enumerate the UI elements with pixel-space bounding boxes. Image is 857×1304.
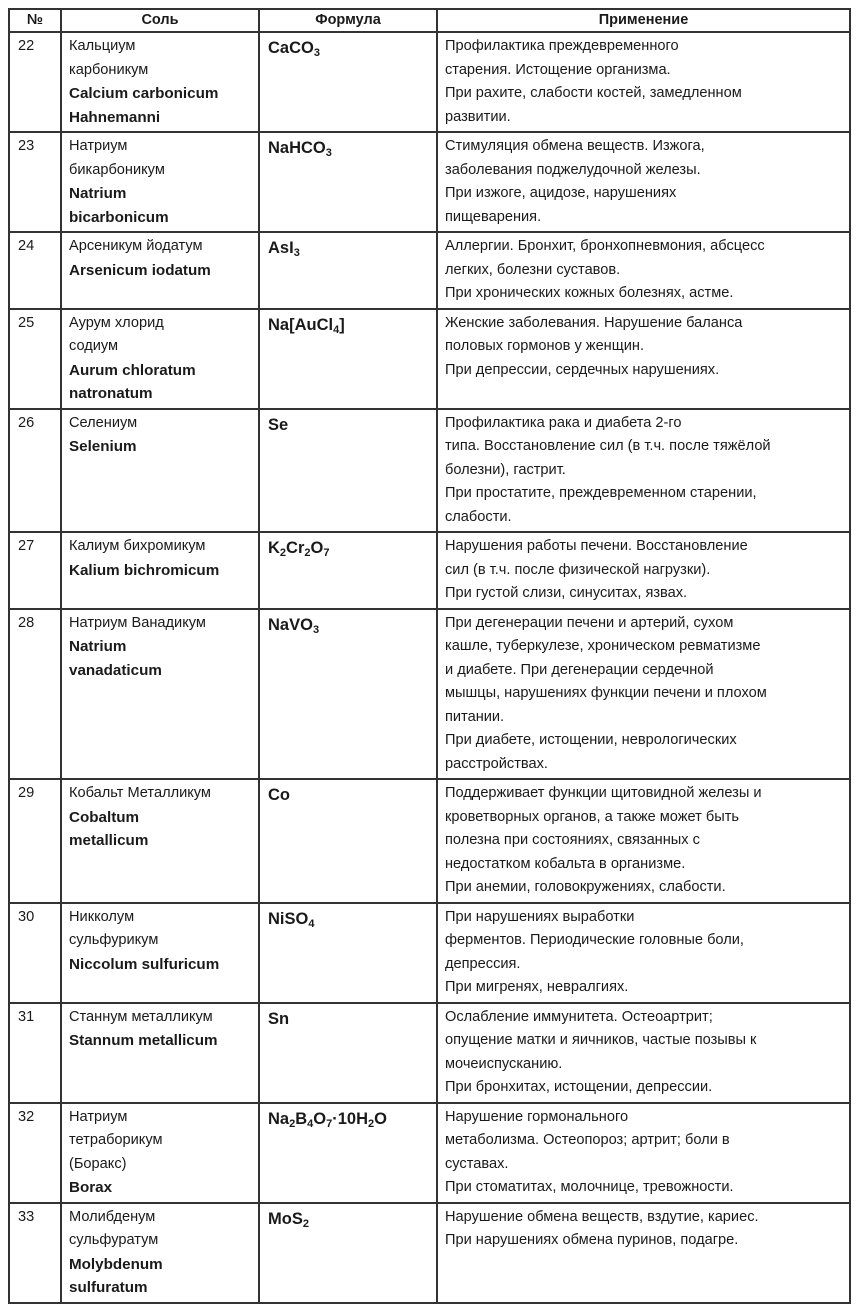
salt-name-cell bbox=[61, 309, 259, 409]
formula-subscript: 2 bbox=[304, 547, 311, 559]
formula-subscript: 3 bbox=[312, 623, 320, 636]
table-row bbox=[9, 409, 850, 533]
application-text-line: кроветворных органов, а также может быть bbox=[445, 808, 740, 825]
salt-name-cell bbox=[61, 409, 259, 533]
salt-name-cell bbox=[61, 1003, 259, 1103]
salt-name-russian: Станнум металликум bbox=[69, 1008, 213, 1025]
salt-name-cell bbox=[61, 132, 259, 232]
row-number: 23 bbox=[9, 132, 61, 232]
table-row bbox=[9, 132, 850, 232]
application-text-line: Поддерживает функции щитовидной железы и bbox=[445, 785, 762, 801]
salt-name-latin: vanadaticum bbox=[69, 661, 162, 679]
row-number: 33 bbox=[9, 1203, 61, 1303]
application-text-line: При нарушениях обмена пуринов, подагре. bbox=[445, 1232, 739, 1248]
formula-subscript: 4 bbox=[307, 1117, 314, 1130]
formula-subscript: 2 bbox=[279, 547, 287, 559]
salt-name-russian: Натриум bbox=[69, 1108, 128, 1125]
salt-name-russian: Никколум bbox=[69, 908, 135, 925]
salt-name-russian: карбоникум bbox=[69, 61, 149, 78]
salt-name-cell bbox=[61, 1203, 259, 1303]
application-text-line: и диабете. При дегенерации сердечной bbox=[445, 661, 714, 678]
salt-name-russian: (Боракс) bbox=[69, 1155, 127, 1172]
application-text-line: Нарушения работы печени. Восстановление bbox=[445, 538, 748, 554]
salt-name-latin: Natrium bbox=[69, 185, 127, 202]
row-number: 25 bbox=[9, 309, 61, 409]
salts-table bbox=[8, 8, 851, 1304]
salt-name-russian: бикарбоникум bbox=[69, 161, 165, 178]
application-text-line: При бронхитах, истощении, депрессии. bbox=[445, 1079, 713, 1095]
table-header-row bbox=[9, 9, 850, 32]
application-text-line: Нарушение гормонального bbox=[445, 1108, 629, 1125]
application-text-line: При изжоге, ацидозе, нарушениях bbox=[445, 185, 677, 201]
application-text-line: При густой слизи, синуситах, язвах. bbox=[445, 585, 688, 601]
application-cell bbox=[437, 1103, 850, 1203]
application-text-line: суставах. bbox=[445, 1155, 509, 1172]
application-text-line: При диабете, истощении, неврологических bbox=[445, 732, 737, 748]
application-text-line: полезна при состояниях, связанных с bbox=[445, 832, 700, 848]
salt-name-russian: сульфурикум bbox=[69, 932, 159, 948]
application-text-line: питании. bbox=[445, 708, 505, 725]
formula-subscript: 3 bbox=[293, 247, 300, 259]
chemical-formula bbox=[259, 409, 437, 533]
salt-name-cell bbox=[61, 609, 259, 780]
application-text-line: болезни), гастрит. bbox=[445, 461, 566, 478]
application-text-line: При стоматитах, молочнице, тревожности. bbox=[445, 1179, 734, 1195]
application-text-line: При анемии, головокружениях, слабости. bbox=[445, 879, 726, 895]
formula-subscript: 2 bbox=[302, 1217, 309, 1230]
formula-subscript: 7 bbox=[323, 547, 330, 559]
application-text-line: При рахите, слабости костей, замедленном bbox=[445, 85, 742, 101]
formula-text: Se bbox=[268, 415, 289, 434]
salt-name-russian: Кальциум bbox=[69, 38, 136, 54]
row-number: 24 bbox=[9, 232, 61, 309]
formula-text: Cr bbox=[286, 539, 305, 557]
salt-name-latin: Cobaltum bbox=[69, 808, 140, 826]
chemical-formula bbox=[259, 1203, 437, 1303]
formula-text: AsI bbox=[268, 239, 294, 257]
application-text-line: При хронических кожных болезнях, астме. bbox=[445, 285, 734, 301]
salt-name-russian: содиум bbox=[69, 338, 119, 354]
formula-text: NaHCO bbox=[268, 139, 326, 157]
row-number: 27 bbox=[9, 532, 61, 609]
salt-name-latin: Aurum chloratum bbox=[69, 361, 196, 379]
application-text-line: мочеиспусканию. bbox=[445, 1055, 563, 1072]
application-text-line: опущение матки и яичников, частые позывы к bbox=[445, 1032, 757, 1048]
application-text-line: При мигренях, невралгиях. bbox=[445, 979, 629, 995]
salt-name-russian: Натриум Ванадикум bbox=[69, 614, 206, 631]
salt-name-russian: сульфуратум bbox=[69, 1232, 159, 1248]
salt-name-russian: тетраборикум bbox=[69, 1132, 163, 1148]
application-text-line: недостатком кобальта в организме. bbox=[445, 855, 686, 872]
application-cell bbox=[437, 779, 850, 903]
application-cell bbox=[437, 32, 850, 132]
salt-name-russian: Аурум хлорид bbox=[69, 314, 164, 331]
salt-name-cell bbox=[61, 32, 259, 132]
application-text-line: слабости. bbox=[445, 508, 512, 525]
formula-subscript: 4 bbox=[333, 323, 340, 336]
salt-name-cell bbox=[61, 532, 259, 609]
row-number: 22 bbox=[9, 32, 61, 132]
formula-text: ] bbox=[339, 315, 345, 334]
application-text-line: Ослабление иммунитета. Остеоартрит; bbox=[445, 1008, 713, 1025]
application-text-line: мышцы, нарушениях функции печени и плохом bbox=[445, 685, 767, 701]
application-text-line: При простатите, преждевременном старении, bbox=[445, 485, 757, 501]
formula-text: O bbox=[310, 539, 324, 557]
table-row bbox=[9, 779, 850, 903]
table-row bbox=[9, 1203, 850, 1303]
row-number: 26 bbox=[9, 409, 61, 533]
salt-name-latin: Calcium carbonicum bbox=[69, 85, 219, 102]
table-row bbox=[9, 903, 850, 1003]
application-cell bbox=[437, 409, 850, 533]
application-text-line: кашле, туберкулезе, хроническом ревматизме bbox=[445, 638, 761, 654]
application-text-line: типа. Восстановление сил (в т.ч. после тяжёлой bbox=[445, 438, 771, 454]
application-text-line: заболевания поджелудочной железы. bbox=[445, 161, 701, 178]
application-text-line: пищеварения. bbox=[445, 208, 542, 225]
chemical-formula bbox=[259, 132, 437, 232]
table-row bbox=[9, 32, 850, 132]
application-text-line: Профилактика рака и диабета 2-го bbox=[445, 414, 682, 431]
salt-name-latin: Hahnemanni bbox=[69, 108, 161, 126]
row-number: 28 bbox=[9, 609, 61, 780]
header-application: Применение bbox=[437, 9, 850, 32]
application-text-line: Нарушение обмена веществ, вздутие, кариес. bbox=[445, 1208, 759, 1225]
chemical-formula bbox=[259, 32, 437, 132]
formula-text: MoS bbox=[268, 1209, 303, 1228]
salt-name-latin: Kalium bichromicum bbox=[69, 561, 220, 579]
application-cell bbox=[437, 232, 850, 309]
formula-text: K bbox=[268, 539, 280, 557]
application-text-line: половых гормонов у женщин. bbox=[445, 338, 645, 354]
application-text-line: Аллергии. Бронхит, бронхопневмония, абсцесс bbox=[445, 238, 765, 254]
formula-text: CaCO bbox=[268, 39, 314, 57]
formula-subscript: 4 bbox=[308, 917, 315, 930]
table-row bbox=[9, 309, 850, 409]
application-text-line: Профилактика преждевременного bbox=[445, 38, 679, 54]
salt-name-latin: Stannum metallicum bbox=[69, 1032, 218, 1049]
formula-text: O bbox=[313, 1109, 327, 1128]
application-cell bbox=[437, 132, 850, 232]
application-cell bbox=[437, 309, 850, 409]
formula-text: B bbox=[295, 1109, 308, 1128]
application-text-line: При дегенерации печени и артерий, сухом bbox=[445, 614, 734, 631]
table-body bbox=[9, 32, 850, 1303]
formula-text: Na[AuCl bbox=[268, 315, 334, 334]
row-number: 32 bbox=[9, 1103, 61, 1203]
chemical-formula bbox=[259, 232, 437, 309]
formula-text: Na bbox=[268, 1109, 290, 1128]
salt-name-cell bbox=[61, 232, 259, 309]
application-cell bbox=[437, 1003, 850, 1103]
salt-name-russian: Кобальт Металликум bbox=[69, 785, 211, 801]
chemical-formula bbox=[259, 779, 437, 903]
application-text-line: легких, болезни суставов. bbox=[445, 261, 621, 278]
salt-name-russian: Молибденум bbox=[69, 1208, 156, 1225]
table-row bbox=[9, 532, 850, 609]
salt-name-latin: Borax bbox=[69, 1179, 113, 1196]
application-cell bbox=[437, 1203, 850, 1303]
chemical-formula bbox=[259, 609, 437, 780]
application-text-line: Женские заболевания. Нарушение баланса bbox=[445, 314, 743, 331]
header-salt: Соль bbox=[61, 9, 259, 32]
salt-name-latin: sulfuratum bbox=[69, 1279, 148, 1296]
salt-name-cell bbox=[61, 903, 259, 1003]
document-page bbox=[8, 8, 849, 1304]
salt-name-latin: Molybdenum bbox=[69, 1255, 163, 1273]
salt-name-cell bbox=[61, 1103, 259, 1203]
formula-text: NaVO bbox=[268, 615, 313, 634]
chemical-formula bbox=[259, 1103, 437, 1203]
salt-name-latin: natronatum bbox=[69, 385, 153, 402]
formula-text: Co bbox=[268, 786, 290, 804]
formula-text: Sn bbox=[268, 1009, 290, 1028]
formula-text: O bbox=[374, 1109, 387, 1128]
salt-name-russian: Селениум bbox=[69, 414, 138, 431]
formula-subscript: 3 bbox=[325, 147, 332, 159]
application-text-line: Стимуляция обмена веществ. Изжога, bbox=[445, 138, 705, 154]
salt-name-latin: Arsenicum iodatum bbox=[69, 261, 211, 279]
header-formula: Формула bbox=[259, 9, 437, 32]
application-text-line: метаболизма. Остеопороз; артрит; боли в bbox=[445, 1132, 730, 1148]
chemical-formula bbox=[259, 532, 437, 609]
row-number: 30 bbox=[9, 903, 61, 1003]
salt-name-russian: Калиум бихромикум bbox=[69, 538, 206, 554]
application-cell bbox=[437, 532, 850, 609]
salt-name-latin: metallicum bbox=[69, 832, 149, 849]
chemical-formula bbox=[259, 309, 437, 409]
salt-name-latin: bicarbonicum bbox=[69, 208, 169, 226]
chemical-formula bbox=[259, 1003, 437, 1103]
salt-name-cell bbox=[61, 779, 259, 903]
header-number: № bbox=[9, 9, 61, 32]
application-text-line: развитии. bbox=[445, 108, 511, 125]
table-row bbox=[9, 1103, 850, 1203]
salt-name-latin: Selenium bbox=[69, 438, 137, 455]
row-number: 29 bbox=[9, 779, 61, 903]
application-text-line: депрессия. bbox=[445, 955, 521, 972]
application-cell bbox=[437, 903, 850, 1003]
formula-text: NiSO bbox=[268, 909, 309, 928]
application-text-line: ферментов. Периодические головные боли, bbox=[445, 932, 744, 948]
salt-name-latin: Natrium bbox=[69, 638, 127, 655]
salt-name-russian: Натриум bbox=[69, 138, 128, 154]
formula-subscript: 7 bbox=[326, 1117, 333, 1130]
table-row bbox=[9, 1003, 850, 1103]
table-row bbox=[9, 232, 850, 309]
formula-subscript: 3 bbox=[313, 47, 320, 59]
application-text-line: При нарушениях выработки bbox=[445, 908, 635, 925]
formula-subscript: 2 bbox=[368, 1117, 375, 1130]
application-cell bbox=[437, 609, 850, 780]
row-number: 31 bbox=[9, 1003, 61, 1103]
table-row bbox=[9, 609, 850, 780]
formula-text: ·10H bbox=[332, 1109, 368, 1128]
salt-name-russian: Арсеникум йодатум bbox=[69, 238, 203, 254]
application-text-line: старения. Истощение организма. bbox=[445, 61, 671, 78]
salt-name-latin: Niccolum sulfuricum bbox=[69, 955, 220, 973]
chemical-formula bbox=[259, 903, 437, 1003]
application-text-line: сил (в т.ч. после физической нагрузки). bbox=[445, 561, 711, 578]
application-text-line: расстройствах. bbox=[445, 755, 548, 772]
formula-subscript: 2 bbox=[289, 1117, 296, 1130]
application-text-line: При депрессии, сердечных нарушениях. bbox=[445, 361, 720, 378]
